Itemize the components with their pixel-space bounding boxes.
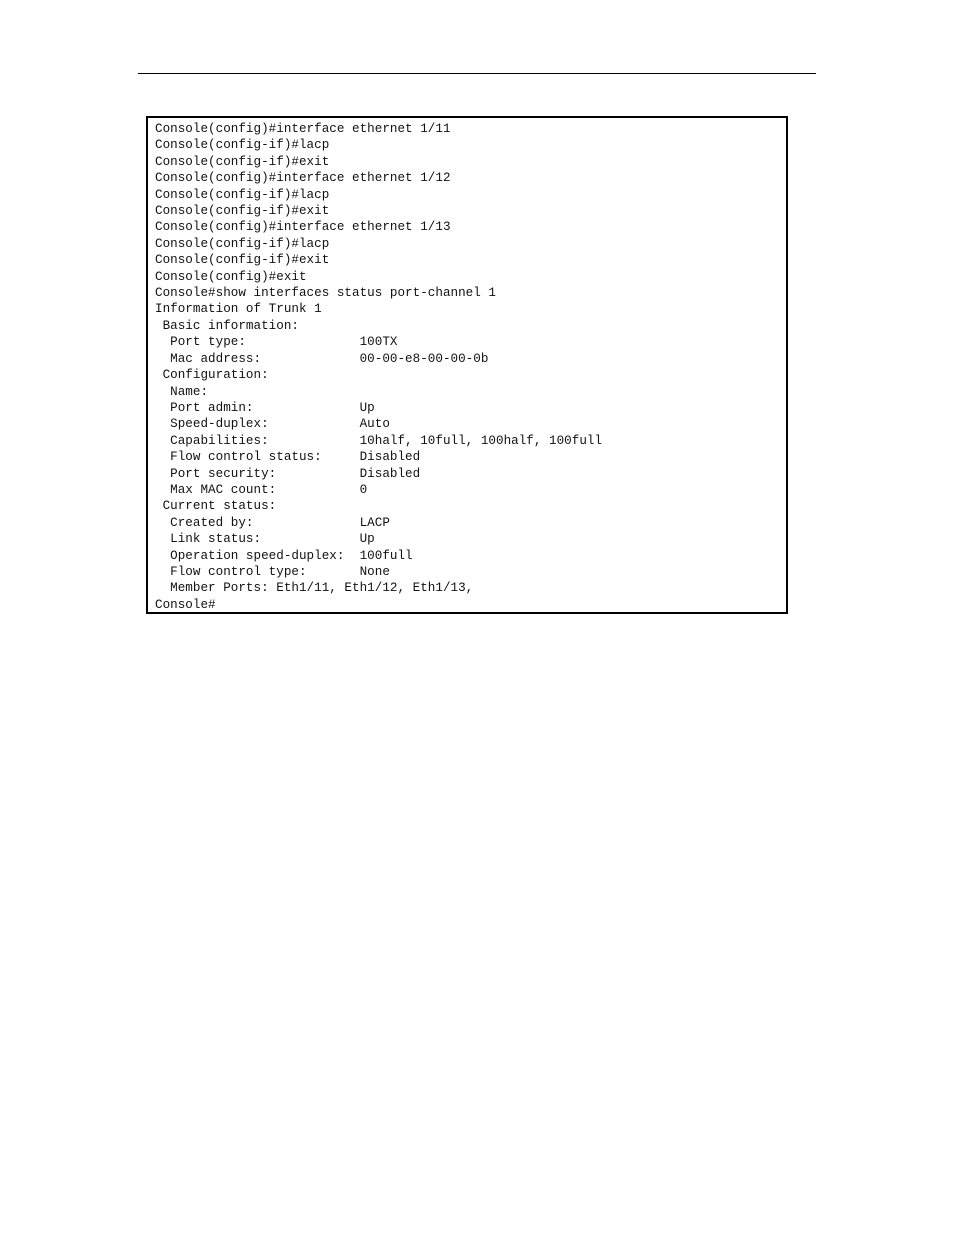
console-line: Console(config-if)#exit — [155, 253, 330, 268]
console-line: Flow control status: Disabled — [155, 450, 421, 465]
console-line: Console(config-if)#lacp — [155, 138, 330, 153]
console-line: Operation speed-duplex: 100full — [155, 548, 413, 563]
console-line: Console(config)#interface ethernet 1/12 — [155, 171, 451, 186]
console-output-box — [146, 116, 788, 614]
console-line: Console(config-if)#lacp — [155, 236, 330, 251]
console-line: Console# — [155, 597, 216, 612]
console-line: Console(config)#interface ethernet 1/13 — [155, 220, 451, 235]
console-line: Console(config-if)#exit — [155, 154, 330, 169]
console-line: Information of Trunk 1 — [155, 302, 322, 317]
console-line: Configuration: — [155, 368, 269, 383]
console-line: Console(config-if)#exit — [155, 204, 330, 219]
console-line: Basic information: — [155, 318, 299, 333]
console-line: Max MAC count: 0 — [155, 482, 368, 497]
console-line: Created by: LACP — [155, 515, 390, 530]
console-line: Current status: — [155, 499, 277, 514]
console-line: Flow control type: None — [155, 564, 390, 579]
console-line: Mac address: 00-00-e8-00-00-0b — [155, 351, 489, 366]
console-line: Name: — [155, 384, 209, 399]
console-line: Console(config)#interface ethernet 1/11 — [155, 122, 451, 136]
console-output-lines — [155, 121, 602, 613]
console-line: Port type: 100TX — [155, 335, 398, 350]
console-line: Console#show interfaces status port-channel 1 — [155, 286, 496, 301]
console-line: Member Ports: Eth1/11, Eth1/12, Eth1/13, — [155, 581, 474, 596]
console-line: Link status: Up — [155, 532, 375, 547]
console-line: Console(config)#exit — [155, 269, 307, 284]
console-line: Speed-duplex: Auto — [155, 417, 390, 432]
console-line: Console(config-if)#lacp — [155, 187, 330, 202]
console-line: Port security: Disabled — [155, 466, 421, 481]
console-line: Capabilities: 10half, 10full, 100half, 100full — [155, 433, 603, 448]
console-line: Port admin: Up — [155, 400, 375, 415]
header-rule — [138, 73, 816, 74]
